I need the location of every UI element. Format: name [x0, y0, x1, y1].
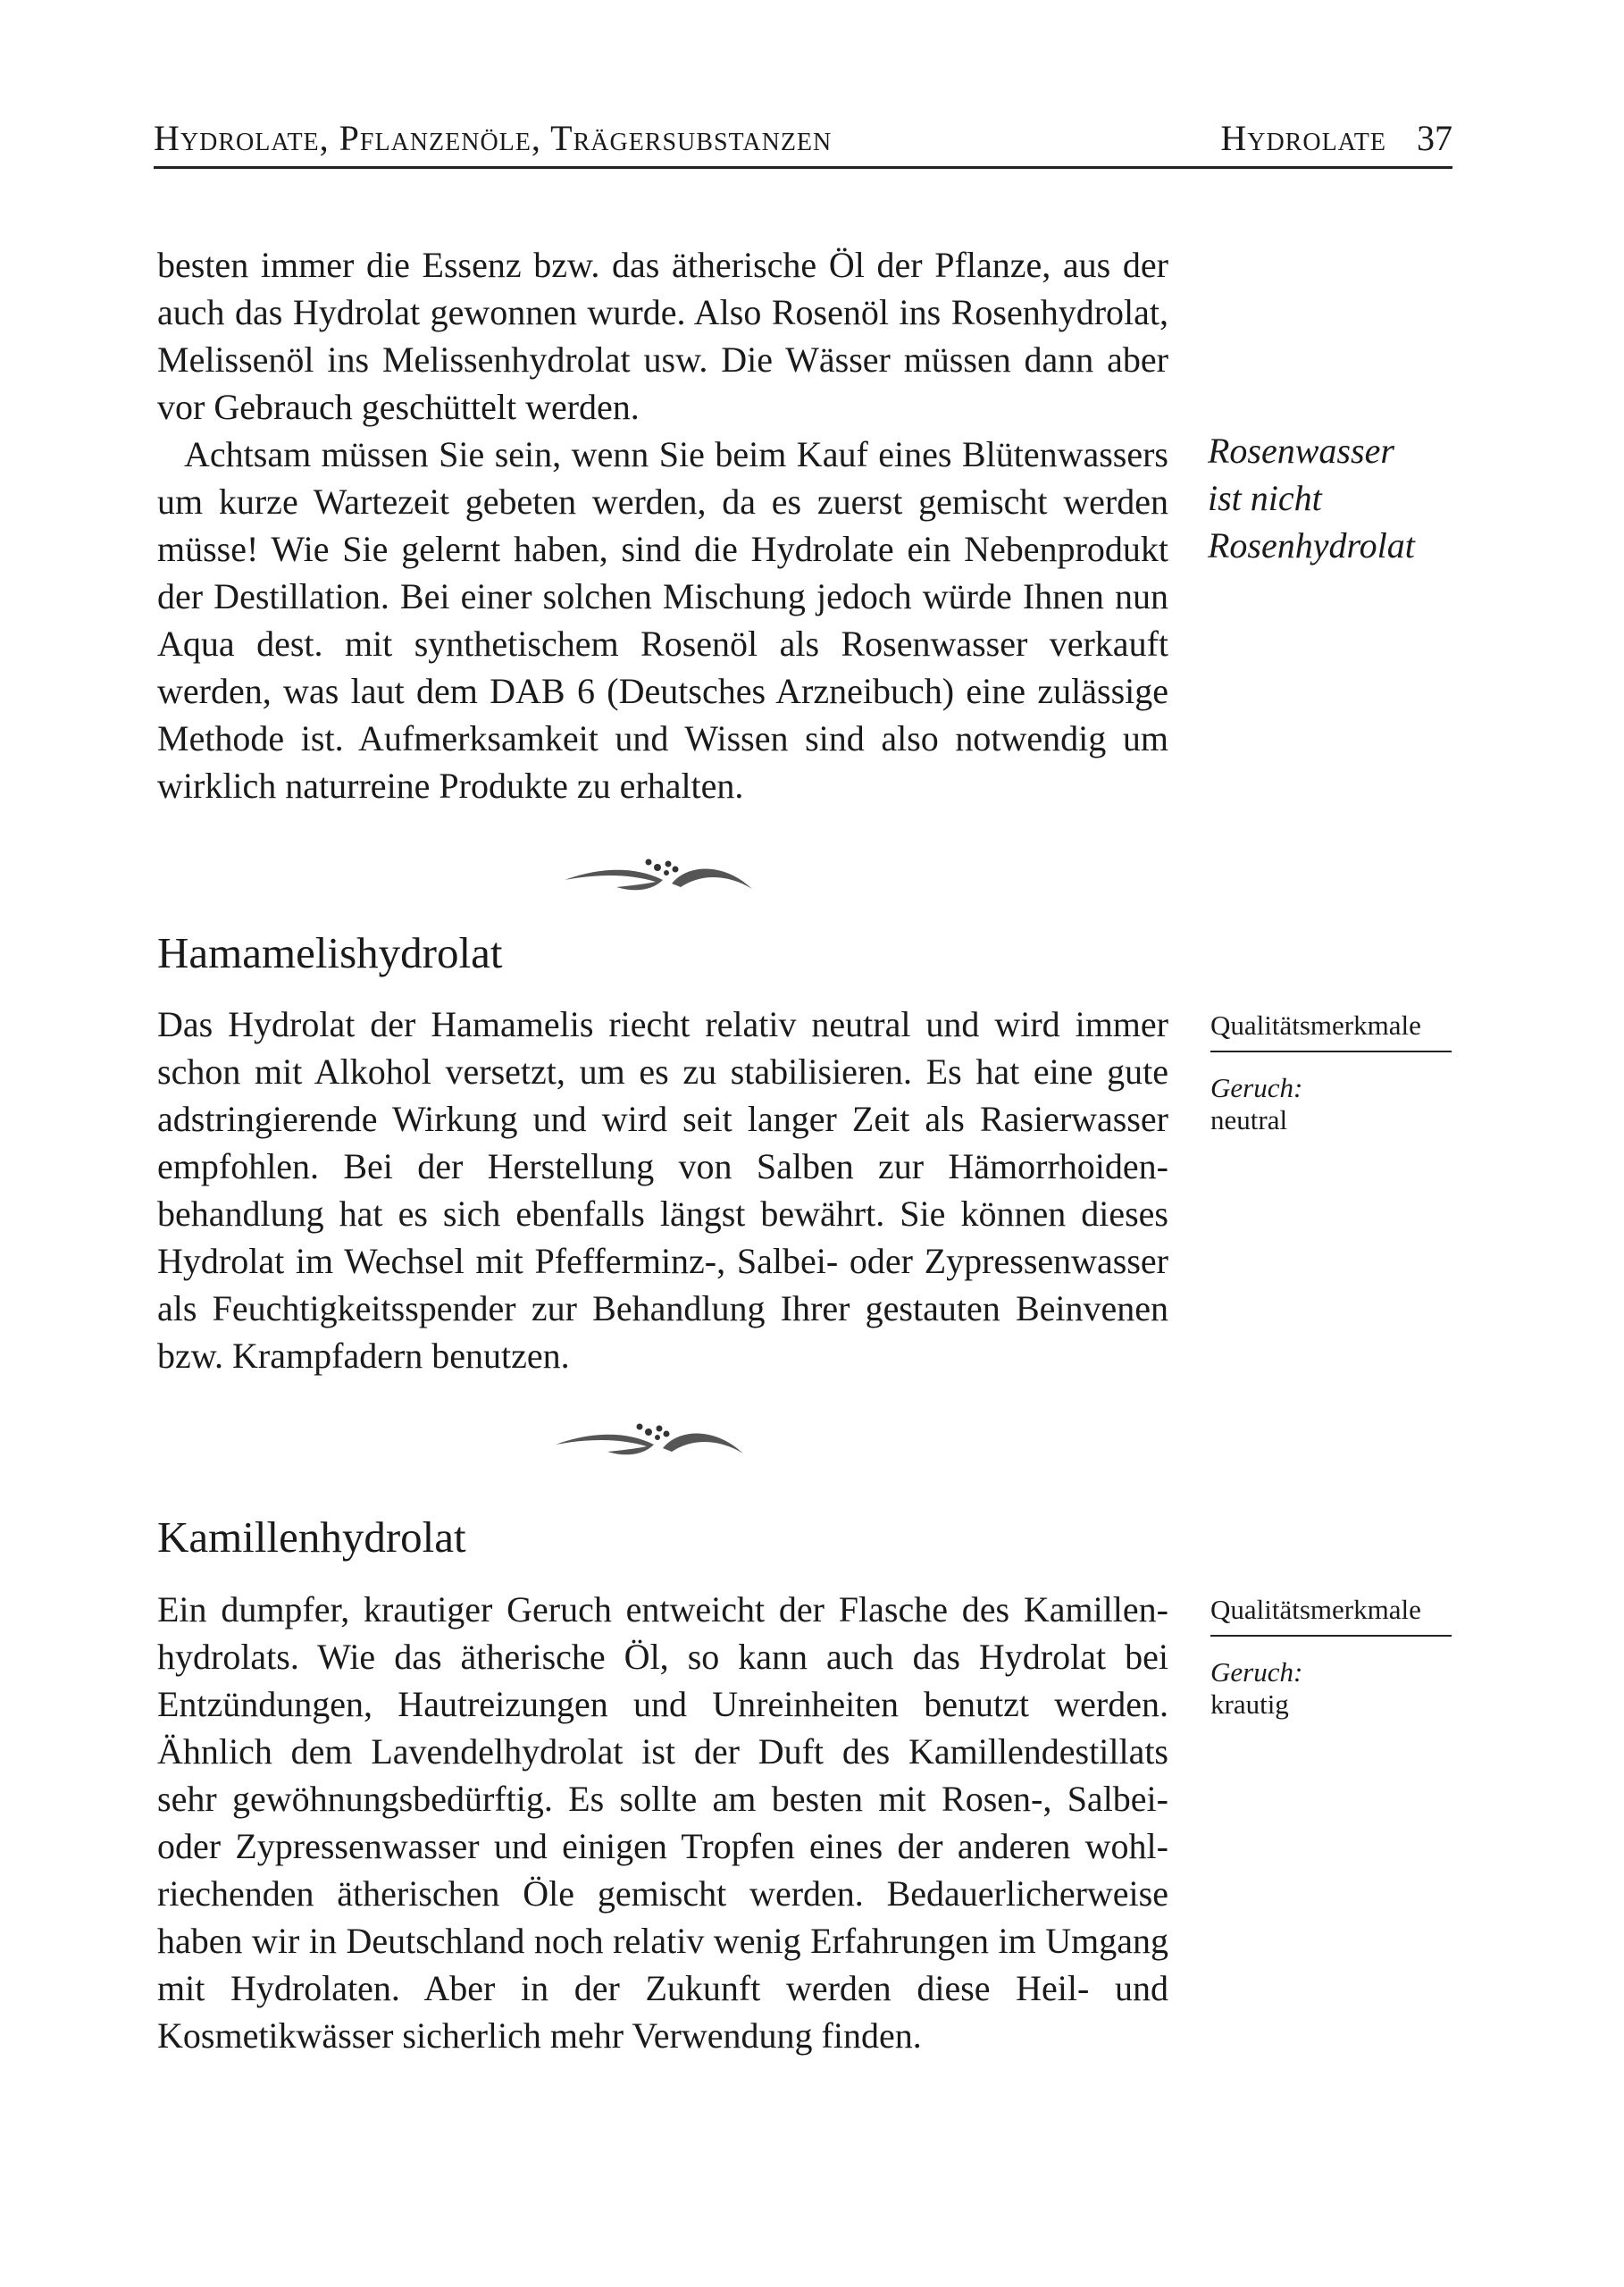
section-paragraph: Ein dumpfer, krautiger Geruch entweicht der Flasche des Kamillenhydrolats. Wie das ätherische Öl, so kann auch das Hydrolat bei Entzündungen, Hautreizungen und Unreinheiten benutzt werden. Ähnlich dem Lavendelhydrolat ist der Duft des Kamillendestillats sehr gewöhnungsbedürftig. Es sollte am besten mit Rosen-, Salbei- oder Zypressenwasser und einigen Tropfen eines der anderen wohlriechenden ätherischen Öle gemischt werden. Bedauerlicherweise haben wir in Deutschland noch relativ wenig Erfahrungen im Umgang mit Hydrolaten. Aber in der Zukunft werden diese Heil- und Kosmetikwässer sicherlich mehr Verwendung finden.: [157, 1589, 1168, 2056]
intro-paragraph-2: Achtsam müssen Sie sein, wenn Sie beim Kauf eines Blütenwassers um kurze Wartezeit gebeten werden, da es zuerst gemischt werden müsse! Wie Sie gelernt haben, sind die Hydrolate ein Nebenprodukt der Destillation. Bei einer solchen Mischung jedoch würde Ihnen nun Aqua dest. mit synthetischem Rosenöl als Rosenwasser verkauft werden, was laut dem DAB 6 (Deutsches Arzneibuch) eine zulässige Methode ist. Aufmerksamkeit und Wissen sind also notwendig um wirklich naturreine Produkte zu erhalten.: [157, 434, 1168, 806]
quality-label: Geruch:: [1210, 1072, 1303, 1103]
intro-paragraph-1: besten immer die Essenz bzw. das ätherische Öl der Pflanze, aus der auch das Hydrolat gewonnen wurde. Also Rosenöl ins Rosenhydrolat, Melissenöl ins Melissenhydrolat usw. Die Wässer müssen dann aber vor Gebrauch geschüttelt werden.: [157, 245, 1168, 427]
quality-title: Qualitätsmerkmale: [1210, 1009, 1452, 1052]
quality-title: Qualitätsmerkmale: [1210, 1594, 1452, 1637]
margin-note-rosenwasser: [1208, 427, 1449, 569]
quality-box-hamamelis: [1210, 1009, 1452, 1136]
quality-value: krautig: [1210, 1688, 1289, 1720]
section-title: Hydrolate: [1220, 118, 1386, 158]
page-number: 37: [1417, 118, 1452, 158]
margin-note-line: ist nicht: [1208, 478, 1322, 518]
section-heading-hamamelis: Hamamelishydrolat: [157, 928, 503, 977]
ornament-divider-icon: [554, 1418, 750, 1462]
running-head: Hydrolate, Pflanzenöle, Trägersubstanzen: [154, 118, 833, 158]
quality-box-kamille: [1210, 1594, 1452, 1721]
quality-label: Geruch:: [1210, 1656, 1303, 1688]
header-right: [1220, 117, 1452, 159]
intro-text: [157, 241, 1168, 809]
ornament-divider-icon: [563, 853, 759, 898]
section-text-hamamelis: [157, 1001, 1168, 1379]
margin-note-line: Rosenhydrolat: [1208, 525, 1415, 565]
page-header: [154, 111, 1452, 169]
section-heading-kamille: Kamillenhydrolat: [157, 1512, 466, 1562]
section-paragraph: Das Hydrolat der Hamamelis riecht relativ neutral und wird immer schon mit Alkohol versetzt, um es zu stabilisieren. Es hat eine gute adstringierende Wirkung und wird seit langer Zeit als Rasierwasser empfohlen. Bei der Herstellung von Salben zur Hämorrhoidenbehandlung hat es sich ebenfalls längst bewährt. Sie können dieses Hydrolat im Wechsel mit Pfefferminz-, Salbei- oder Zypressenwasser als Feuchtigkeitsspender zur Behandlung Ihrer gestauten Beinvenen bzw. Krampfadern benutzen.: [157, 1004, 1168, 1376]
margin-note-line: Rosenwasser: [1208, 431, 1394, 471]
section-text-kamille: [157, 1586, 1168, 2059]
quality-value: neutral: [1210, 1104, 1288, 1135]
